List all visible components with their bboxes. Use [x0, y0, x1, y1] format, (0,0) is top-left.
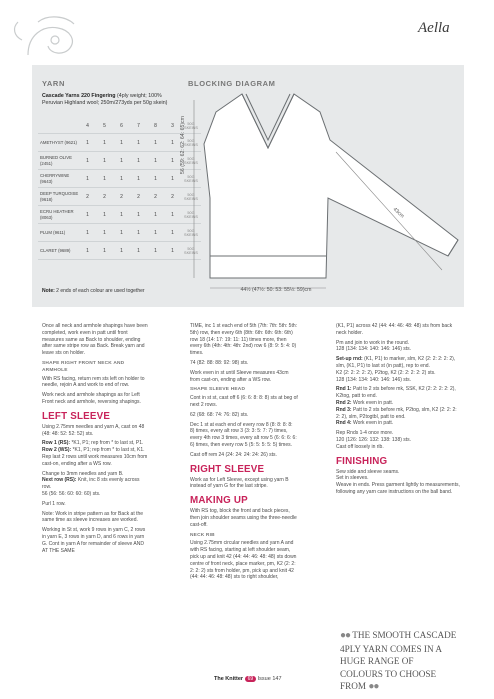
yarn-heading: YARN	[42, 79, 65, 88]
row-label: Rnd 1:	[336, 386, 352, 393]
note-label: Note:	[42, 288, 55, 294]
amount-cell: 1	[96, 134, 113, 152]
paragraph	[42, 447, 150, 454]
amount-cell: 1	[79, 224, 96, 242]
colour-name: CHERRYWINE (9643)	[38, 170, 79, 188]
aella-motif-logo	[8, 10, 98, 65]
paragraph: Work neck and armhole shapings as for Left Front neck and armhole, reversing shapings.	[42, 392, 141, 405]
section-heading: RIGHT SLEEVE	[190, 463, 265, 475]
row-label: Rnd 2:	[336, 399, 352, 406]
amount-cell: 1	[79, 134, 96, 152]
amount-cell: 1	[164, 224, 181, 242]
quote-close-mark: ●●	[368, 681, 379, 692]
column-1	[42, 323, 150, 557]
paragraph: 74 (82: 88: 88: 92: 98) sts.	[190, 359, 249, 366]
paragraph: Dec 1 st at each end of every row 8 (8: 8: 8: 8: 8) times, every alt row 3 (3: 3: 5: 7: 7) times, every 4th row 3 times, every alt row 5 (6: 6: 6: 6: 6) times, then every row 5 (5: 5: 5: 5: 5) times.	[190, 421, 297, 448]
colour-name: BURNED OLIVE (2451)	[38, 152, 79, 170]
subheading: SHAPE RIGHT FRONT NECK AND ARMHOLE	[42, 360, 125, 373]
row-label: Row 1 (RS):	[42, 440, 71, 447]
note-text: 2 ends of each colour are used together	[56, 288, 145, 294]
amount-cell: 1	[113, 134, 130, 152]
paragraph: Using 2.75mm needles and yarn A, cast on 48 (48: 48: 52: 52: 52) sts.	[42, 423, 145, 437]
amount-cell: 1	[113, 242, 130, 260]
amount-cell: 1	[130, 134, 147, 152]
row-text: *K1, P1; rep from * to last st, K1.	[72, 447, 145, 454]
yarn-table	[38, 119, 201, 260]
section-heading: MAKING UP	[190, 495, 248, 507]
subheading: SHAPE SLEEVE HEAD	[190, 387, 246, 393]
amount-cell: 1	[113, 152, 130, 170]
row-label: Next row (RS):	[42, 477, 77, 484]
amount-cell: 1	[130, 170, 147, 188]
yarn-table-header	[38, 119, 201, 134]
unit-header: 50G SKEINS	[181, 119, 201, 134]
paragraph: (K1, P1) across 42 (44: 44: 46: 48: 48) sts from back neck holder.	[336, 323, 453, 336]
size-header: 4	[79, 119, 96, 134]
amount-cell: 1	[79, 170, 96, 188]
colour-name: PLUM (9611)	[38, 224, 79, 242]
paragraph: Work even in st until Sleeve measures 43cm from cast-on, ending after a WS row.	[190, 369, 289, 383]
paragraph	[42, 440, 150, 447]
paragraph: Sew side and sleeve seams.	[336, 468, 400, 475]
paragraph: Work as for Left Sleeve, except using yarn B instead of yarn G for the last stripe.	[190, 476, 289, 490]
column-3	[336, 323, 462, 499]
sleeve-dimension: 43cm	[391, 206, 406, 220]
colour-name: AMETHYST (9621)	[38, 134, 79, 152]
amount-cell: 1	[130, 224, 147, 242]
amount-cell: 1	[130, 152, 147, 170]
section-heading: FINISHING	[336, 455, 388, 467]
pull-quote-text: THE SMOOTH CASCADE 4PLY YARN COMES IN A HUGE RANGE OF COLOURS TO CHOOSE FROM	[340, 630, 457, 691]
paragraph: K2 (2: 2: 2: 2: 2), P2tog, K2 (2: 2: 2: 2: 2) sts.	[336, 369, 436, 376]
row-text: Patt to 2 sts before mk, SSK, K2 (2: 2: 2: 2: 2), K2tog, patt to end.	[336, 386, 456, 400]
paragraph: Cast off rem 24 (24: 24: 24: 24: 26) sts.	[190, 451, 277, 458]
amount-cell: 1	[147, 206, 164, 224]
table-row	[38, 206, 201, 224]
table-row	[38, 134, 201, 152]
page-number: 69	[245, 676, 257, 682]
table-row	[38, 242, 201, 260]
colour-name: ECRU HEATHER (8063)	[38, 206, 79, 224]
row-text: *K1, P1; rep from * to last st, P1.	[71, 440, 144, 447]
amount-cell: 1	[113, 170, 130, 188]
table-row	[38, 170, 201, 188]
paragraph: 128 (134: 134: 140: 146: 146) sts.	[336, 346, 412, 353]
yarn-details: (4ply weight; 100% Peruvian Highland wool; 250m/273yds per 50g skein)	[42, 93, 168, 106]
paragraph: Set in sleeves.	[336, 475, 369, 482]
width-dimension: 44½ (47½: 50: 53: 55½: 59)cm	[240, 287, 312, 293]
unit-cell: 50G SKEINS	[181, 242, 201, 260]
table-row	[38, 188, 201, 206]
size-header: 5	[96, 119, 113, 134]
size-header: 3	[164, 119, 181, 134]
paragraph	[336, 400, 462, 407]
amount-cell: 1	[79, 206, 96, 224]
amount-cell: 1	[113, 224, 130, 242]
amount-cell: 2	[96, 188, 113, 206]
yarn-note	[42, 288, 145, 294]
paragraph	[336, 356, 462, 370]
paragraph: Working in St st, work 9 rows in yarn C, 2 rows in yarn E, 3 rows in yarn D, and 6 rows in yarn G. Cont in yarn A for remainder of sleeve AND AT THE SAME	[42, 527, 146, 554]
paragraph: Purl 1 row.	[42, 500, 66, 507]
amount-cell: 1	[164, 206, 181, 224]
paragraph: Pm and join to work in the round.	[336, 339, 410, 346]
row-label: Rnd 3:	[336, 406, 352, 413]
amount-cell: 1	[164, 134, 181, 152]
amount-cell: 1	[164, 242, 181, 260]
quote-open-mark: ●●	[340, 630, 351, 641]
amount-cell: 1	[79, 152, 96, 170]
paragraph: Cont in st st, cast off 6 (6: 6: 8: 8: 8) sts at beg of next 2 rows.	[190, 395, 298, 408]
blocking-diagram	[180, 88, 464, 303]
amount-cell: 1	[164, 152, 181, 170]
amount-cell: 1	[130, 242, 147, 260]
amount-cell: 1	[79, 242, 96, 260]
paragraph: With RS facing, return rem sts left on holder to needle, rejoin A and work to end of row.	[42, 375, 145, 389]
paragraph: With RS tog, block the front and back pieces, then join shoulder seams using the three-needle cast-off.	[190, 508, 297, 528]
yarn-description	[42, 93, 182, 107]
subheading: NECK RIB	[190, 532, 215, 538]
row-label: Set-up rnd:	[336, 356, 363, 363]
table-row	[38, 152, 201, 170]
yarn-brand: Cascade Yarns 220 Fingering	[42, 93, 116, 99]
paragraph: Using 2.75mm circular needles and yarn A and with RS facing, starting at left shoulder seam, pick up and knit 42 (44: 44: 46: 48: 48) sts down centre of front neck, place marker, pm, K2 (2: 2: 2: 2: 2) sts from holder, pm, pick up and knit 42 (44: 44: 46: 48: 48) sts to right shoulder,	[190, 540, 297, 581]
amount-cell: 2	[147, 188, 164, 206]
paragraph	[336, 386, 462, 400]
amount-cell: 1	[96, 170, 113, 188]
unit-cell: 50G SKEINS	[181, 206, 201, 224]
column-2	[190, 323, 298, 584]
issue-number: Issue 147	[257, 676, 282, 682]
size-header: 6	[113, 119, 130, 134]
unit-cell: 50G SKEINS	[181, 134, 201, 152]
unit-cell: 50G SKEINS	[181, 188, 201, 206]
size-header: 8	[147, 119, 164, 134]
colour-name: CLARET (9689)	[38, 242, 79, 260]
paragraph: 128 (134: 134: 140: 146: 146) sts.	[336, 376, 412, 383]
row-text: Work even in patt.	[352, 399, 394, 406]
amount-cell: 2	[113, 188, 130, 206]
paragraph: 120 (126: 126: 132: 138: 138) sts.	[336, 436, 412, 443]
amount-cell: 2	[130, 188, 147, 206]
sleeve-dim-line	[336, 152, 442, 270]
amount-cell: 1	[113, 206, 130, 224]
amount-cell: 1	[147, 170, 164, 188]
paragraph: Change to 3mm needles and yarn B.	[42, 470, 124, 477]
amount-cell: 2	[164, 188, 181, 206]
paragraph: Note: Work in stripe pattern as for Back at the same time as sleeve increases are worked.	[42, 510, 144, 524]
paragraph	[336, 420, 462, 427]
amount-cell: 1	[164, 170, 181, 188]
pull-quote	[340, 629, 458, 694]
paragraph: Rep last 2 rows until work measures 10cm from cast-on, ending after a WS row.	[42, 453, 148, 467]
amount-cell: 1	[96, 224, 113, 242]
amount-cell: 1	[96, 206, 113, 224]
amount-cell: 1	[130, 206, 147, 224]
paragraph	[336, 407, 462, 421]
paragraph: Weave in ends. Press garment lightly to measurements, following any yarn care instructions on the ball band.	[336, 482, 460, 495]
table-row	[38, 224, 201, 242]
amount-cell: 1	[147, 242, 164, 260]
row-label: Row 2 (WS):	[42, 447, 72, 454]
paragraph: Once all neck and armhole shapings have been completed, work even in patt until front measures same as Back to shoulder, ending after same stripe row as Back. Break yarn and leave sts on holder.	[42, 323, 148, 357]
page-footer	[214, 676, 282, 682]
row-text: (K1, P1) to marker, slm, K2 (2: 2: 2: 2: 2), slm, (K1, P1) to last st (in patt), rep to end.	[336, 356, 456, 369]
magazine-name: The Knitter	[214, 676, 244, 682]
paragraph: Cast off loosely in rib.	[336, 443, 384, 450]
colour-name: DEEP TURQUOISE (9618)	[38, 188, 79, 206]
section-heading: LEFT SLEEVE	[42, 410, 111, 422]
paragraph: 56 (56: 56: 60: 60: 60) sts.	[42, 490, 101, 497]
size-header: 7	[130, 119, 147, 134]
row-label: Rnd 4:	[336, 420, 352, 427]
unit-cell: 50G SKEINS	[181, 152, 201, 170]
unit-cell: 50G SKEINS	[181, 170, 201, 188]
row-text: Knit, inc 8 sts evenly across row.	[42, 477, 140, 491]
amount-cell: 1	[96, 242, 113, 260]
length-dimension: 56 (59: 62: 62: 64: 65)cm	[180, 116, 186, 174]
row-text: Work even in patt.	[352, 420, 394, 427]
paragraph: 62 (68: 68: 74: 76: 82) sts.	[190, 411, 249, 418]
diagram-heading: BLOCKING DIAGRAM	[188, 79, 276, 88]
pattern-title: Aella	[418, 20, 450, 36]
amount-cell: 1	[96, 152, 113, 170]
paragraph: Rep Rnds 1-4 once more.	[336, 430, 394, 437]
amount-cell: 1	[147, 134, 164, 152]
sweater-outline	[204, 94, 458, 278]
amount-cell: 1	[147, 224, 164, 242]
amount-cell: 1	[147, 152, 164, 170]
row-text: Patt to 2 sts before mk, P2tog, slm, K2 (2: 2: 2: 2: 2), slm, P2togtbl, patt to end.	[336, 406, 457, 420]
amount-cell: 2	[79, 188, 96, 206]
unit-cell: 50G SKEINS	[181, 224, 201, 242]
paragraph: TIME, inc 1 st each end of 5th (7th: 7th: 5th: 5th: 5th) row, then every 6th (8th: 6th: 6th: 6th: 6th) row 18 (14: 17: 19: 11: 11) times more, then every 6th (4th: 4th: 4th: 2nd) row 6 (8: 9: 5: 4: 0) times.	[190, 323, 298, 357]
paragraph	[42, 477, 150, 491]
